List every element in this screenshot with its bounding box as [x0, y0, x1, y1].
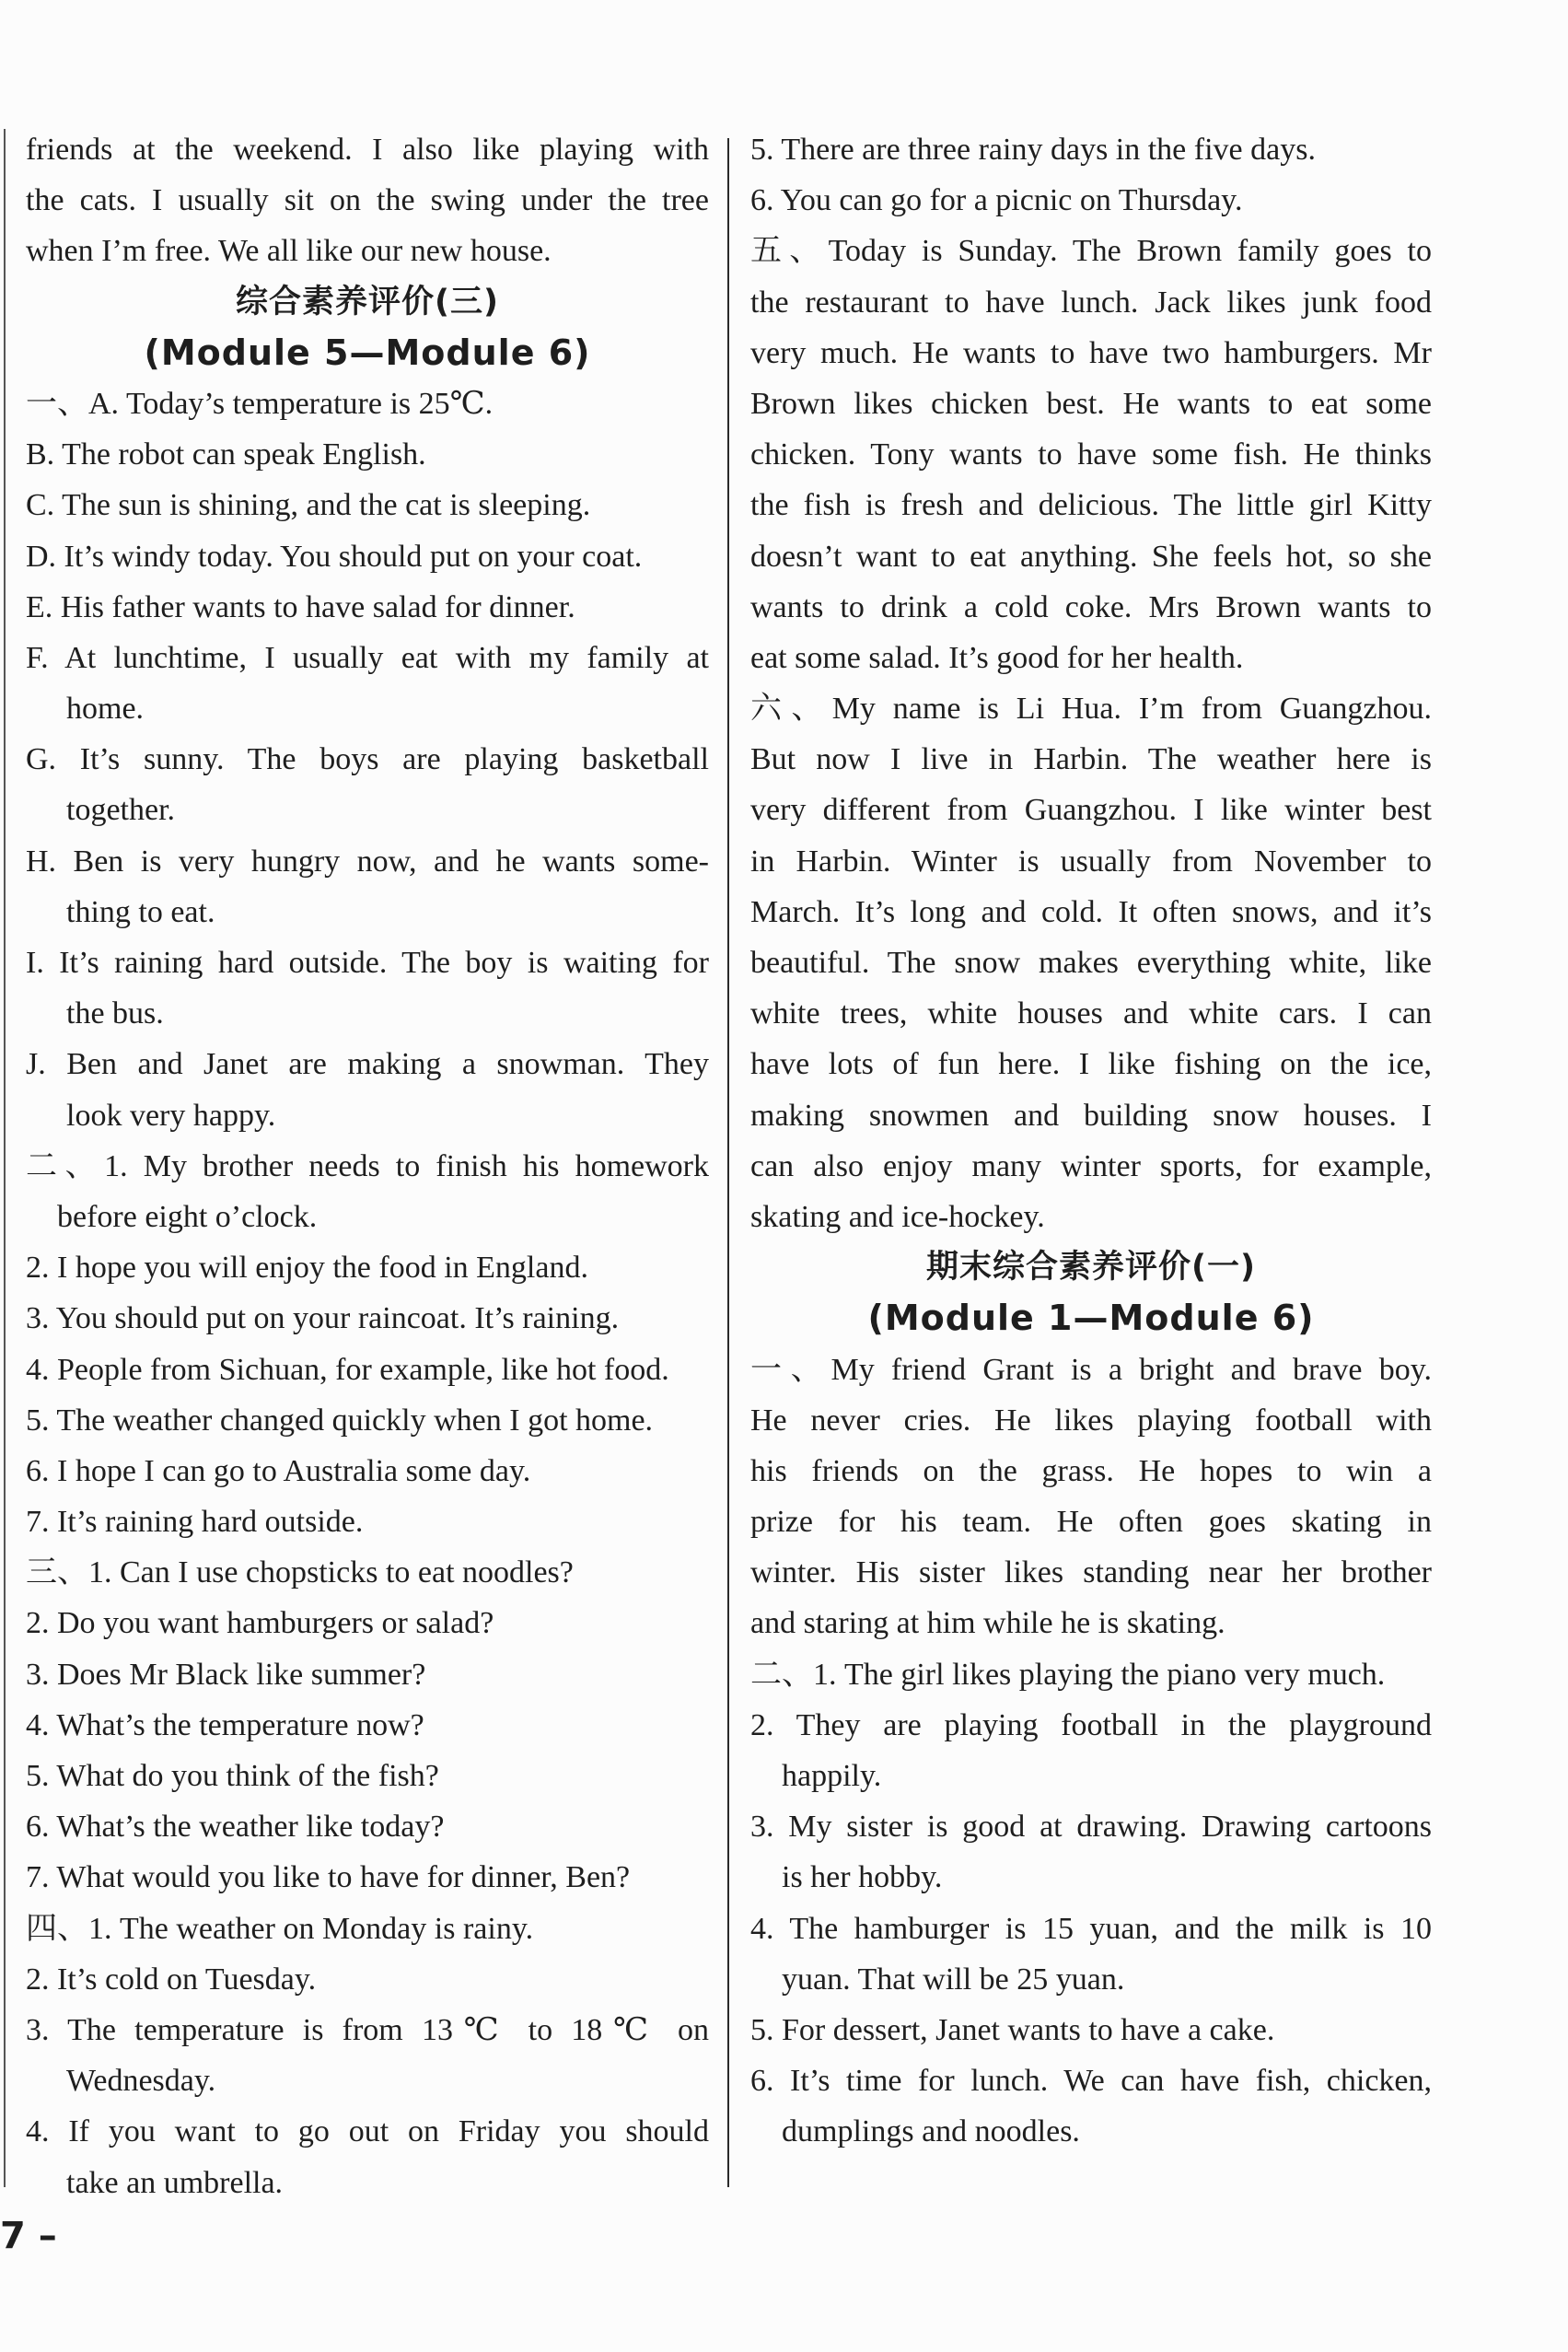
- text-line: and staring at him while he is skating.: [750, 1606, 1225, 1641]
- text-line: 7. What would you like to have for dinner, Ben?: [26, 1860, 631, 1895]
- left-margin-rule: [4, 129, 6, 2187]
- text-line: 5. What do you think of the fish?: [26, 1759, 439, 1793]
- text-line: 4. People from Sichuan, for example, like hot food.: [26, 1352, 669, 1387]
- text-line: 2. I hope you will enjoy the food in England.: [26, 1251, 588, 1286]
- text-line: doesn’t want to eat anything. She feels hot, so she: [750, 539, 1432, 574]
- text-line: 六、My name is Li Hua. I’m from Guangzhou.: [750, 692, 1432, 727]
- text-line: can also enjoy many winter sports, for example,: [750, 1148, 1432, 1183]
- text-line: 6. I hope I can go to Australia some day.: [26, 1453, 531, 1488]
- text-line: D. It’s windy today. You should put on your coat.: [26, 539, 643, 574]
- text-line: prize for his team. He often goes skating in: [750, 1505, 1432, 1540]
- text-line: 3. The temperature is from 13℃ to 18℃ on: [26, 2012, 709, 2047]
- text-line: 5. The weather changed quickly when I got home.: [26, 1403, 654, 1438]
- text-line: B. The robot can speak English.: [26, 437, 426, 472]
- text-line: I. It’s raining hard outside. The boy is waiting for: [26, 946, 709, 980]
- text-line: 3. My sister is good at drawing. Drawing cartoons: [750, 1810, 1432, 1845]
- text-line: making snowmen and building snow houses. I: [750, 1098, 1432, 1133]
- text-line: have lots of fun here. I like fishing on the ice,: [750, 1047, 1432, 1082]
- text-line: 3. You should put on your raincoat. It’s raining.: [26, 1301, 620, 1336]
- text-line: together.: [66, 793, 176, 828]
- text-line: Wednesday.: [66, 2064, 216, 2099]
- text-line: wants to drink a cold coke. Mrs Brown wants to: [750, 589, 1432, 624]
- text-line: dumplings and noodles.: [782, 2114, 1080, 2149]
- text-line: thing to eat.: [66, 894, 215, 929]
- text-line: skating and ice-hockey.: [750, 1199, 1045, 1234]
- text-line: home.: [66, 692, 145, 727]
- text-line: white trees, white houses and white cars. I can: [750, 996, 1432, 1031]
- text-line: when I’m free. We all like our new house.: [26, 234, 552, 269]
- text-line: 6. You can go for a picnic on Thursday.: [750, 183, 1243, 218]
- text-line: 4. The hamburger is 15 yuan, and the milk is 10: [750, 1911, 1432, 1946]
- text-line: 一、A. Today’s temperature is 25℃.: [26, 386, 494, 421]
- text-line: very much. He wants to have two hamburgers. Mr: [750, 335, 1432, 370]
- text-line: 4. What’s the temperature now?: [26, 1707, 424, 1742]
- text-line: winter. His sister likes standing near her brother: [750, 1555, 1432, 1590]
- text-line: the fish is fresh and delicious. The little girl Kitty: [750, 488, 1432, 523]
- page-number: 7 –: [0, 2215, 57, 2257]
- text-line: is her hobby.: [782, 1860, 943, 1895]
- text-line: 3. Does Mr Black like summer?: [26, 1657, 426, 1692]
- section-heading: 期末综合素养评价(一): [926, 1249, 1256, 1287]
- text-line: 5. For dessert, Janet wants to have a cake.: [750, 2012, 1275, 2047]
- section-heading: 综合素养评价(三): [236, 283, 499, 320]
- text-line: the cats. I usually sit on the swing under the tree: [26, 183, 709, 218]
- text-line: 四、1. The weather on Monday is rainy.: [26, 1911, 534, 1946]
- text-line: Brown likes chicken best. He wants to eat some: [750, 386, 1432, 421]
- text-line: yuan. That will be 25 yuan.: [782, 1962, 1125, 1997]
- text-line: 7. It’s raining hard outside.: [26, 1505, 364, 1540]
- text-line: 三、1. Can I use chopsticks to eat noodles?: [26, 1555, 574, 1590]
- text-line: 2. They are playing football in the playground: [750, 1707, 1432, 1742]
- text-line: friends at the weekend. I also like playing with: [26, 133, 709, 167]
- text-line: H. Ben is very hungry now, and he wants some-: [26, 844, 709, 879]
- text-line: 4. If you want to go out on Friday you should: [26, 2114, 709, 2149]
- text-line: 6. What’s the weather like today?: [26, 1810, 445, 1845]
- text-line: the restaurant to have lunch. Jack likes junk food: [750, 285, 1432, 320]
- text-line: take an umbrella.: [66, 2165, 284, 2200]
- text-line: beautiful. The snow makes everything white, like: [750, 946, 1432, 980]
- text-line: 二、1. The girl likes playing the piano very much.: [750, 1657, 1386, 1692]
- text-line: But now I live in Harbin. The weather here is: [750, 742, 1432, 777]
- text-line: 5. There are three rainy days in the five days.: [750, 133, 1316, 167]
- text-line: 一、My friend Grant is a bright and brave boy.: [750, 1352, 1432, 1387]
- right-column: [750, 124, 1432, 2158]
- text-line: 二、1. My brother needs to finish his homework: [26, 1148, 709, 1183]
- text-line: 五、Today is Sunday. The Brown family goes to: [750, 234, 1432, 269]
- text-line: eat some salad. It’s good for her health.: [750, 640, 1244, 675]
- text-line: F. At lunchtime, I usually eat with my family at: [26, 640, 709, 675]
- text-line: 2. It’s cold on Tuesday.: [26, 1962, 317, 1997]
- text-line: March. It’s long and cold. It often snows, and it’s: [750, 894, 1432, 929]
- section-heading: (Module 1—Module 6): [867, 1298, 1315, 1339]
- text-line: before eight o’clock.: [57, 1199, 318, 1234]
- section-heading: (Module 5—Module 6): [144, 332, 591, 373]
- left-column: [26, 124, 709, 2208]
- text-line: very different from Guangzhou. I like winter best: [750, 793, 1432, 828]
- text-line: happily.: [782, 1759, 882, 1793]
- text-line: 2. Do you want hamburgers or salad?: [26, 1606, 494, 1641]
- text-line: in Harbin. Winter is usually from November to: [750, 844, 1432, 879]
- text-line: E. His father wants to have salad for dinner.: [26, 589, 575, 624]
- text-line: the bus.: [66, 996, 164, 1031]
- text-line: his friends on the grass. He hopes to win a: [750, 1453, 1432, 1488]
- text-line: look very happy.: [66, 1098, 276, 1133]
- text-line: He never cries. He likes playing football with: [750, 1403, 1432, 1438]
- text-line: G. It’s sunny. The boys are playing basketball: [26, 742, 709, 777]
- text-line: 6. It’s time for lunch. We can have fish, chicken,: [750, 2064, 1432, 2099]
- text-line: J. Ben and Janet are making a snowman. They: [26, 1047, 709, 1082]
- text-line: C. The sun is shining, and the cat is sleeping.: [26, 488, 591, 523]
- text-line: chicken. Tony wants to have some fish. He thinks: [750, 437, 1432, 472]
- column-divider: [727, 138, 729, 2187]
